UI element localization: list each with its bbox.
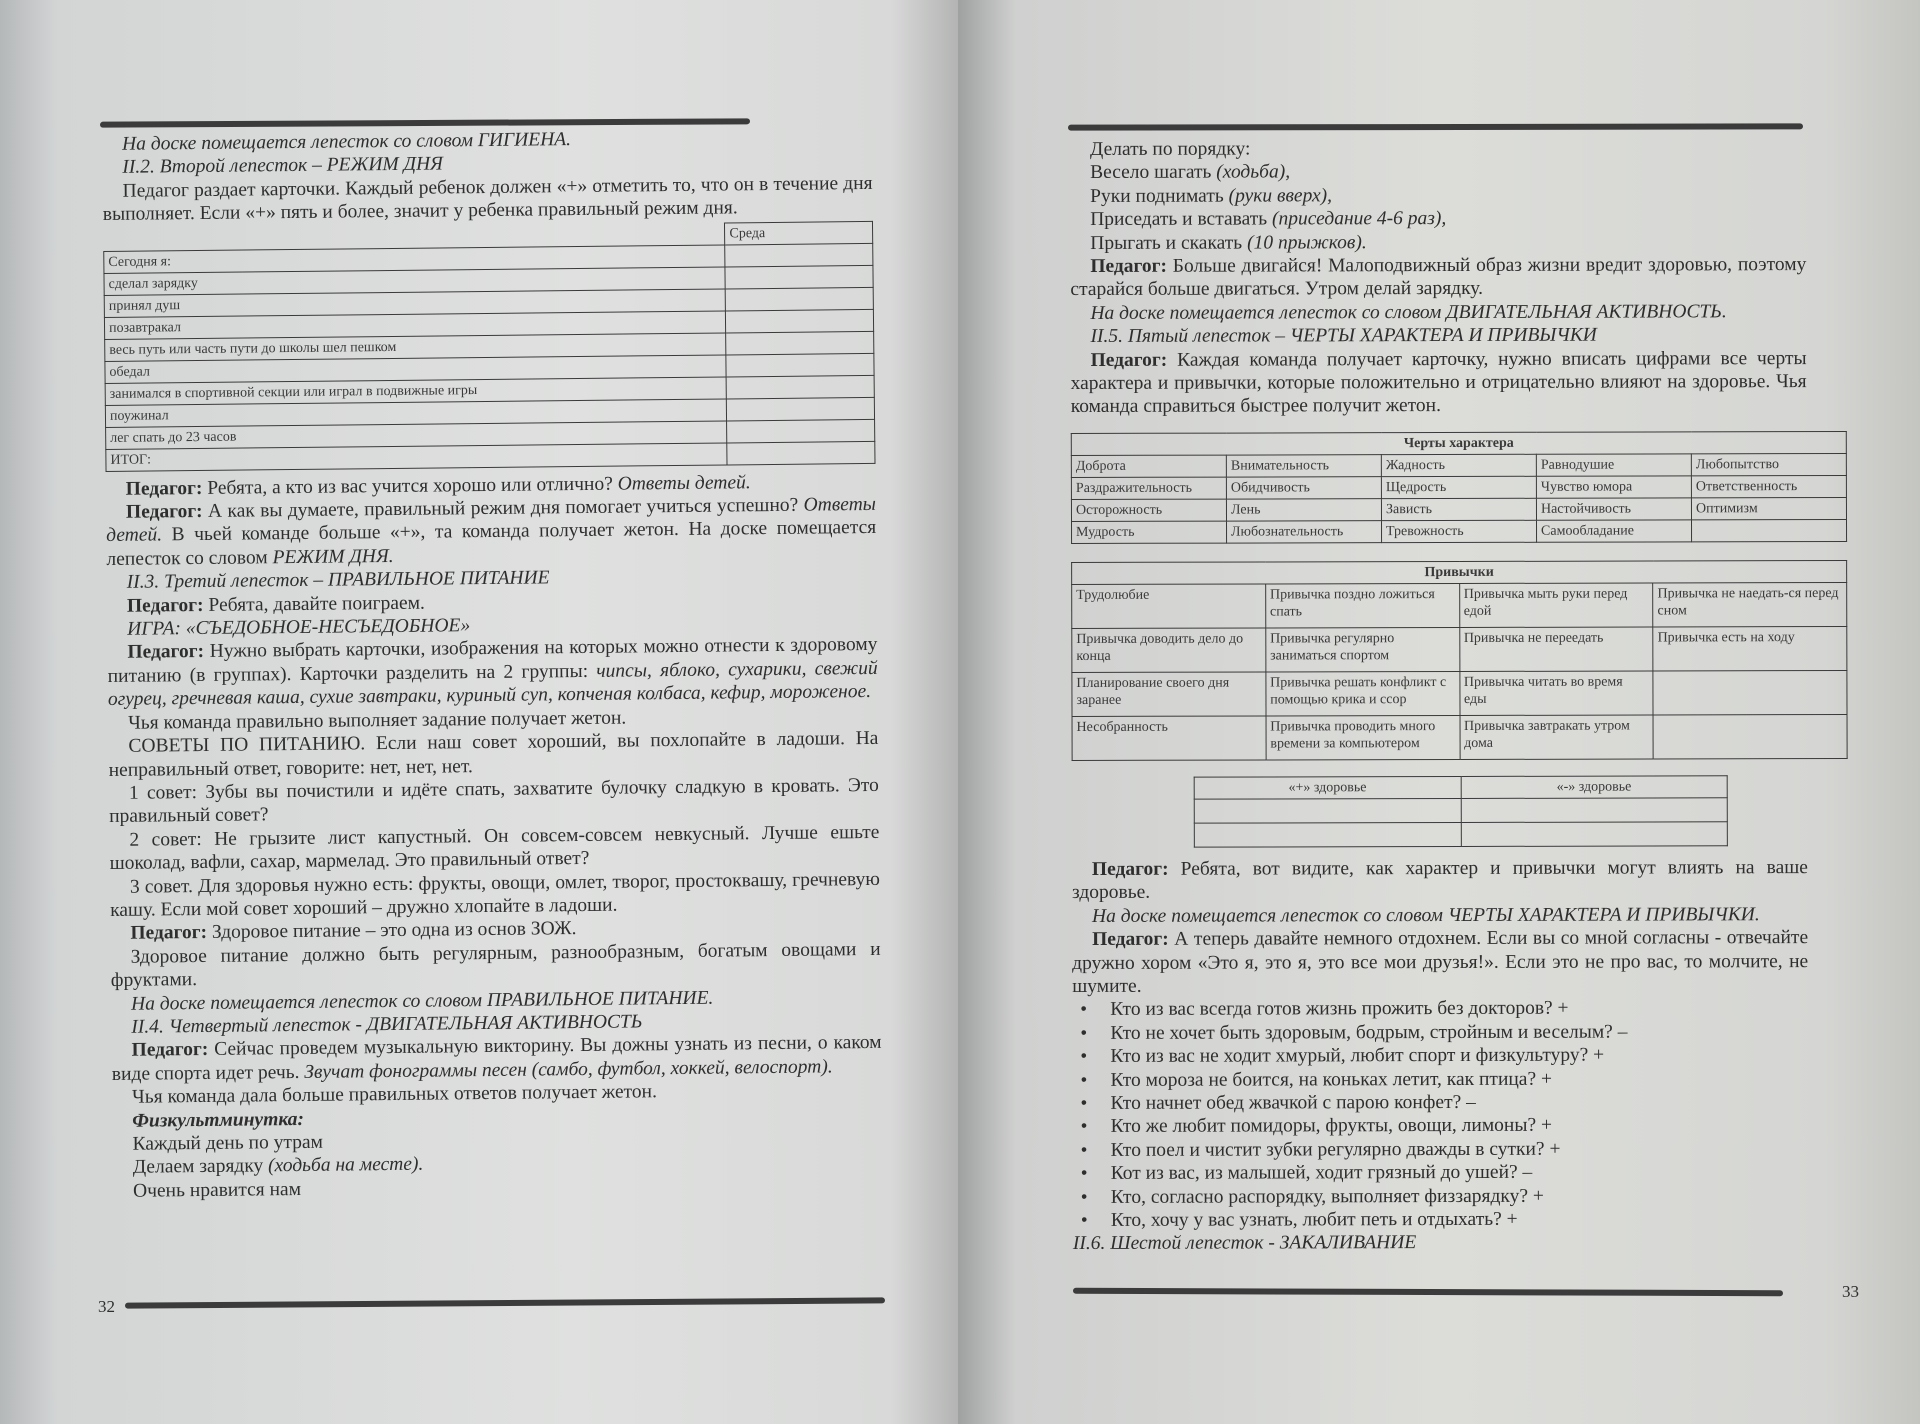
paragraph: Педагог: Ребята, а кто из вас учится хорошо или отлично? Ответы детей. [125, 471, 751, 500]
paragraph: 1 совет: Зубы вы почистили и идёте спать, захватите булочку сладкую в кровать. Это правильный совет? [109, 774, 879, 828]
verse-line: Каждый день по утрам [132, 1131, 324, 1155]
verse-line: Приседать и вставать (приседание 4-6 раз), [1090, 208, 1447, 231]
table-row: Привычка доводить дело до конца Привычка регулярно заниматься спортом Привычка не переедать Привычка есть на ходу [1072, 626, 1847, 672]
traits-table [1071, 431, 1847, 544]
section-heading: II.6. Шестой лепесток - ЗАКАЛИВАНИЕ [1072, 1232, 1417, 1255]
paragraph: СОВЕТЫ ПО ПИТАНИЮ. Если наш совет хороший, вы похлопайте в ладоши. На неправильный ответ, говорите: нет, нет, нет. [108, 727, 879, 781]
table-row: лег спать до 23 часов [106, 419, 875, 449]
list-item: • Кто же любит помидоры, фрукты, овощи, лимоны? + [1073, 1113, 1809, 1138]
paragraph: Педагог: Нужно выбрать карточки, изображения на которых можно отнести к здоровому питанию (в группах). Карточки разделить на 2 группы: чипсы, яблоко, сухарики, свежий огурец, гречневая каша, сухие завтраки, куриный суп, копченая колбаса, кефир, мороженое. [107, 634, 878, 711]
left-page [0, 0, 958, 1424]
day-regime-table [103, 221, 876, 472]
table-row: Доброта Внимательность Жадность Равнодушие Любопытство [1071, 453, 1846, 477]
verse-line: Делать по порядку: [1090, 138, 1251, 160]
table-row: Несобранность Привычка проводить много времени за компьютером Привычка завтракать утром дома [1072, 714, 1847, 760]
top-rule [1068, 123, 1803, 130]
right-page [958, 0, 1920, 1424]
verse-line: Прыгать и скакать (10 прыжков). [1090, 231, 1367, 254]
table-row: ИТОГ: [106, 441, 875, 471]
paragraph: Чья команда правильно выполняет задание получает жетон. [128, 707, 627, 734]
paragraph: 3 совет. Для здоровья нужно есть: фрукты, овощи, омлет, творог, простоквашу, гречневую кашу. Если мой совет хороший – дружно хлопайте в ладоши. [110, 868, 880, 921]
table-row: занимался в спортивной секции или играл в подвижные игры [105, 375, 874, 405]
table-header: «-» здоровье [1461, 776, 1728, 799]
paragraph: На доске помещается лепесток со словом ЧЕРТЫ ХАРАКТЕРА И ПРИВЫЧКИ. [1092, 903, 1760, 927]
left-page-text [102, 125, 883, 1203]
list-item: • Кто, согласно распорядку, выполняет физзарядку? + [1073, 1184, 1809, 1209]
paragraph: 2 совет: Не грызите лист капустный. Он совсем-совсем невкусный. Лучше ешьте шоколад, вафли, сахар, мармелад. Это правильный ответ? [109, 821, 880, 875]
list-item: • Кто поел и чистит зубки регулярно дважды в сутки? + [1073, 1137, 1809, 1162]
list-item: • Кто из вас всегда готов жизнь прожить без докторов? + [1072, 996, 1808, 1021]
paragraph: Педагог: Сейчас проведем музыкальную викторину. Вы дожны узнать из песни, о каком виде спорта идет речь. Звучат фонограммы песен (самбо, футбол, хоккей, велоспорт). [111, 1032, 882, 1085]
table-row: поужинал [105, 397, 874, 427]
subheading: Физкультминутка: [132, 1108, 305, 1132]
paragraph: Педагог: А теперь давайте немного отдохнем. Если вы со мной согласны - отвечайте дружно хором «Это я, это я, это все мои друзья!». Если это не про вас, то молчите, не шумите. [1072, 927, 1809, 997]
section-heading: II.3. Третий лепесток – ПРАВИЛЬНОЕ ПИТАНИЕ [126, 567, 550, 594]
verse-line: Делаем зарядку (ходьба на месте). [132, 1154, 424, 1179]
list-item: • Кто из вас не ходит хмурый, любит спорт и физкультуру? + [1072, 1043, 1808, 1068]
verse-line: Весело шагать (ходьба), [1090, 161, 1291, 184]
table-row: принял душ [104, 287, 873, 317]
table-row: Сегодня я: [104, 243, 873, 273]
bottom-rule [125, 1297, 885, 1308]
bottom-rule [1073, 1288, 1783, 1296]
table-row: Трудолюбие Привычка поздно ложиться спать Привычка мыть руки перед едой Привычка не наедать-ся перед сном [1072, 582, 1847, 628]
list-item: • Кто начнет обед жвачкой с парою конфет? – [1072, 1090, 1808, 1115]
list-item: • Кто мороза не боится, на коньках летит, как птица? + [1072, 1067, 1808, 1092]
table-title: Привычки [1072, 560, 1847, 584]
paragraph: Педагог: А как вы думаете, правильный режим дня помогает учиться успешно? Ответы детей. В чьей команде больше «+», та команда получает жетон. На доске помещается лепесток со словом РЕЖИМ ДНЯ. [106, 493, 877, 570]
list-item: • Кто, хочу у вас узнать, любит петь и отдыхать? + [1073, 1207, 1809, 1232]
paragraph: Педагог: Больше двигайся! Малоподвижный образ жизни вредит здоровью, поэтому старайся больше двигаться. Утром делай зарядку. [1070, 254, 1807, 301]
bullet-list [1072, 996, 1809, 1232]
paragraph: Педагог раздает карточки. Каждый ребенок должен «+» отметить то, что он в течение дня выполняет. Если «+» пять и более, значит у ребенка правильный режим дня. [102, 172, 873, 226]
game-title: ИГРА: «СЪЕДОБНОЕ-НЕСЪЕДОБНОЕ» [127, 615, 471, 640]
table-title: Черты характера [1071, 431, 1846, 455]
table-row: позавтракал [104, 309, 873, 339]
list-item: • Кто не хочет быть здоровым, бодрым, стройным и веселым? – [1072, 1020, 1808, 1045]
paragraph: Педагог: Каждая команда получает карточку, нужно вписать цифрами все черты характера и привычки, которые положительно и отрицательно влияют на здоровье. Чья команда справиться быстрее получит жетон. [1070, 347, 1807, 418]
list-item: • Кот из вас, из малышей, ходит грязный до ушей? – [1073, 1160, 1809, 1185]
verse-line: Руки поднимать (руки вверх), [1090, 185, 1332, 207]
paragraph: Педагог: Ребята, вот видите, как характер и привычки могут влиять на ваше здоровье. [1071, 856, 1808, 904]
table-row: сделал зарядку [104, 265, 873, 295]
right-page-text [1070, 136, 1839, 1256]
table-row: Раздражительность Обидчивость Щедрость Чувство юмора Ответственность [1071, 475, 1846, 499]
table-row: Планирование своего дня заранее Привычка решать конфликт с помощью крика и ссор Привычка читать во время еды [1072, 670, 1847, 716]
table-header: «+» здоровье [1194, 776, 1461, 799]
page-number: 33 [1842, 1282, 1859, 1301]
table-row: весь путь или часть пути до школы шел пешком [105, 331, 874, 361]
paragraph: Чья команда дала больше правильных ответов получает жетон. [131, 1081, 658, 1108]
paragraph: Педагог: Ребята, давайте поиграем. [126, 592, 425, 617]
habits-table [1071, 560, 1848, 761]
health-table [1194, 775, 1728, 847]
paragraph: Здоровое питание должно быть регулярным, разнообразным, богатым овощами и фруктами. [110, 938, 881, 992]
section-heading: II.4. Четвертый лепесток - ДВИГАТЕЛЬНАЯ АКТИВНОСТЬ [131, 1011, 643, 1038]
section-heading: II.2. Второй лепесток – РЕЖИМ ДНЯ [122, 153, 444, 179]
section-heading: II.5. Пятый лепесток – ЧЕРТЫ ХАРАКТЕРА И ПРИВЫЧКИ [1090, 324, 1597, 348]
table-row: обедал [105, 353, 874, 383]
verse-line: Очень нравится нам [132, 1178, 302, 1202]
page-number: 32 [98, 1297, 115, 1316]
table-header: Среда [725, 221, 873, 245]
table-row: Осторожность Лень Зависть Настойчивость Оптимизм [1071, 497, 1846, 521]
paragraph: На доске помещается лепесток со словом ПРАВИЛЬНОЕ ПИТАНИЕ. [131, 987, 714, 1015]
table-row: Мудрость Любознательность Тревожность Самообладание [1072, 519, 1847, 543]
paragraph: На доске помещается лепесток со словом ДВИГАТЕЛЬНАЯ АКТИВНОСТЬ. [1090, 301, 1727, 324]
intro-line: На доске помещается лепесток со словом ГИГИЕНА. [122, 129, 572, 155]
paragraph: Педагог: Здоровое питание – это одна из основ ЗОЖ. [130, 918, 577, 945]
